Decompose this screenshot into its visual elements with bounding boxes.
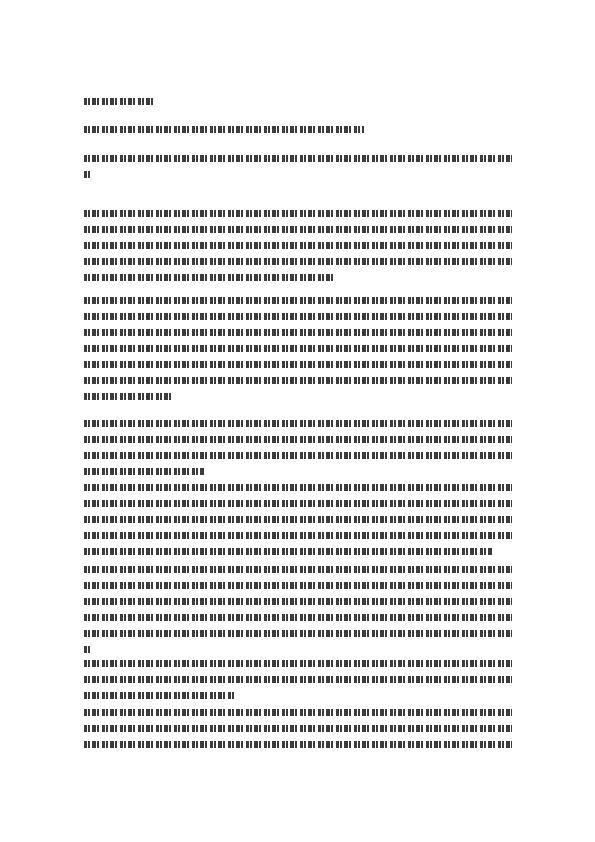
intro-paragraph — [84, 155, 512, 178]
text-line — [84, 171, 90, 178]
text-line — [84, 484, 512, 491]
paragraph-3 — [84, 420, 512, 475]
text-line — [84, 226, 512, 233]
text-line — [84, 500, 512, 507]
text-line — [84, 468, 204, 475]
text-line — [84, 582, 512, 589]
text-line — [84, 598, 512, 605]
text-line — [84, 361, 512, 368]
text-line — [84, 709, 512, 716]
text-line — [84, 614, 512, 621]
paragraph-5 — [84, 566, 512, 653]
text-line — [84, 436, 512, 443]
text-line — [84, 242, 512, 249]
text-line — [84, 329, 512, 336]
text-line — [84, 210, 512, 217]
text-line — [84, 98, 154, 105]
text-line — [84, 258, 512, 265]
text-line — [84, 345, 512, 352]
text-line — [84, 630, 512, 637]
page-heading — [84, 98, 154, 105]
text-line — [84, 741, 512, 748]
paragraph-4 — [84, 484, 512, 555]
text-line — [84, 692, 234, 699]
text-line — [84, 516, 512, 523]
text-line — [84, 420, 512, 427]
paragraph-2 — [84, 297, 512, 400]
text-line — [84, 393, 174, 400]
text-line — [84, 452, 512, 459]
text-line — [84, 274, 334, 281]
text-line — [84, 548, 492, 555]
text-line — [84, 676, 512, 683]
section-title — [84, 126, 364, 133]
text-line — [84, 155, 512, 162]
text-line — [84, 532, 512, 539]
text-line — [84, 566, 512, 573]
text-line — [84, 377, 512, 384]
text-line — [84, 660, 512, 667]
paragraph-7 — [84, 709, 512, 748]
text-line — [84, 126, 364, 133]
text-line — [84, 297, 512, 304]
text-line — [84, 646, 92, 653]
text-line — [84, 725, 512, 732]
text-line — [84, 313, 512, 320]
paragraph-1 — [84, 210, 512, 281]
paragraph-6 — [84, 660, 512, 699]
